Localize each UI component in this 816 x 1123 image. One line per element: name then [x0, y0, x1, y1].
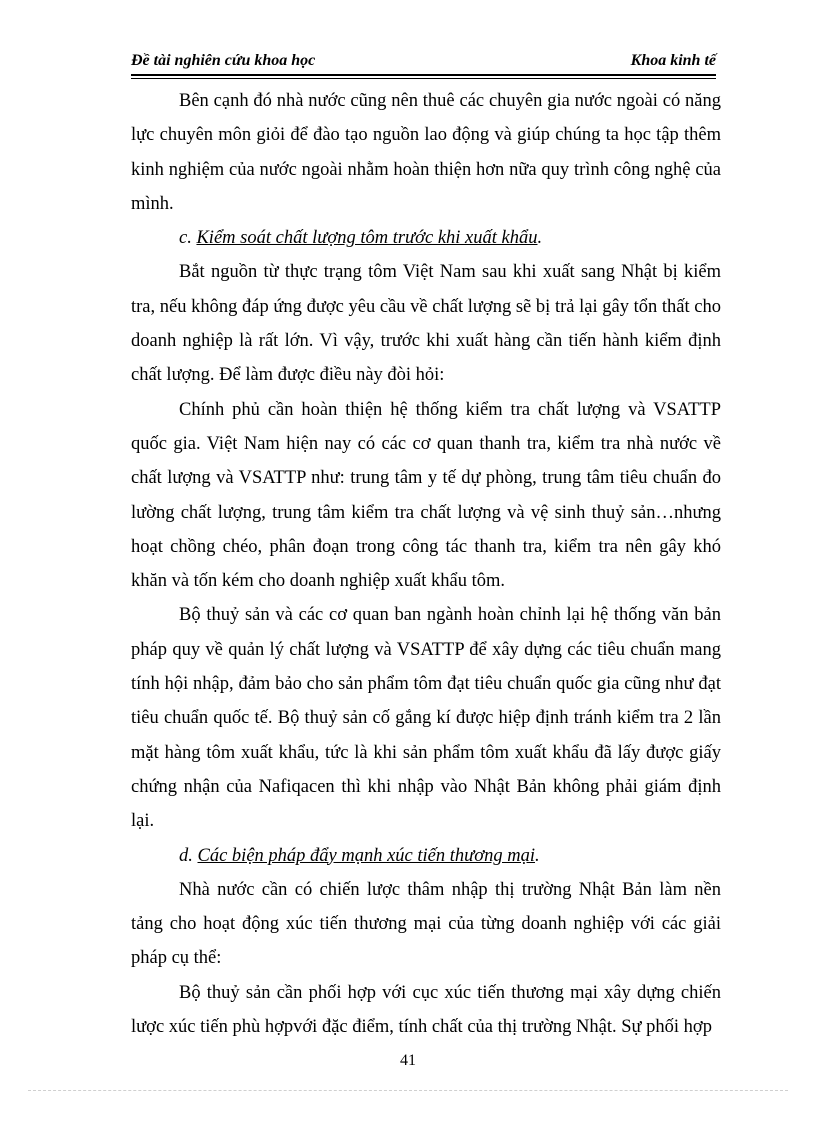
paragraph: Bộ thuỷ sản và các cơ quan ban ngành hoàn chỉnh lại hệ thống văn bản pháp quy về quản lý chất lượng và VSATTP để xây dựng các tiêu chuẩn mang tính hội nhập, đảm bảo cho sản phẩm tôm đạt tiêu chuẩn quốc gia cũng như đạt tiêu chuẩn quốc tế. Bộ thuỷ sản cố gắng kí được hiệp định tránh kiểm tra 2 lần mặt hàng tôm xuất khẩu, tức là khi sản phẩm tôm xuất khẩu đã lấy được giấy chứng nhận của Nafiqacen thì khi nhập vào Nhật Bản không phải giám định lại.	[131, 605, 721, 832]
paragraph: Bên cạnh đó nhà nước cũng nên thuê các chuyên gia nước ngoài có năng lực chuyên môn giỏi để đào tạo nguồn lao động và giúp chúng ta học tập thêm kinh nghiệm của nước ngoài nhằm hoàn thiện hơn nữa quy trình công nghệ của mình.	[131, 91, 721, 214]
header-rule-thin	[131, 78, 716, 79]
section-heading-prefix: d.	[179, 845, 198, 866]
page-bottom-border	[28, 1090, 788, 1091]
section-heading-title: Các biện pháp đẩy mạnh xúc tiến thương mại	[197, 845, 535, 866]
section-heading-d	[131, 839, 721, 873]
section-heading-suffix: .	[537, 228, 543, 249]
page-header	[131, 52, 716, 74]
section-heading-prefix: c.	[179, 228, 197, 249]
section-heading-c	[131, 221, 721, 255]
document-body	[131, 84, 721, 1044]
section-heading-suffix: .	[535, 845, 540, 866]
paragraph: Bắt nguồn từ thực trạng tôm Việt Nam sau khi xuất sang Nhật bị kiểm tra, nếu không đáp ứng được yêu cầu về chất lượng sẽ bị trả lại gây tổn thất cho doanh nghiệp là rất lớn. Vì vậy, trước khi xuất hàng cần tiến hành kiểm định chất lượng. Để làm được điều này đòi hỏi:	[131, 262, 721, 386]
section-heading-title: Kiểm soát chất lượng tôm trước khi xuất khẩu	[196, 228, 538, 249]
header-department: Khoa kinh tế	[630, 52, 716, 69]
page-number: 41	[400, 1052, 416, 1069]
paragraph: Bộ thuỷ sản cần phối hợp với cục xúc tiến thương mại xây dựng chiến lược xúc tiến phù hợpvới đặc điểm, tính chất của thị trường Nhật. Sự phối hợp	[131, 982, 721, 1038]
header-title: Đề tài nghiên cứu khoa học	[131, 52, 316, 69]
paragraph: Nhà nước cần có chiến lược thâm nhập thị trường Nhật Bản làm nền tảng cho hoạt động xúc tiến thương mại của từng doanh nghiệp với các giải pháp cụ thể:	[131, 879, 721, 969]
paragraph: Chính phủ cần hoàn thiện hệ thống kiểm tra chất lượng và VSATTP quốc gia. Việt Nam hiện nay có các cơ quan thanh tra, kiểm tra nhà nước về chất lượng và VSATTP như: trung tâm y tế dự phòng, trung tâm tiêu chuẩn đo lường chất lượng, trung tâm kiểm tra chất lượng và vệ sinh thuỷ sản…nhưng hoạt chồng chéo, phân đoạn trong công tác thanh tra, kiểm tra nên gây khó khăn và tốn kém cho doanh nghiệp xuất khẩu tôm.	[131, 399, 721, 592]
header-rule	[131, 74, 716, 76]
